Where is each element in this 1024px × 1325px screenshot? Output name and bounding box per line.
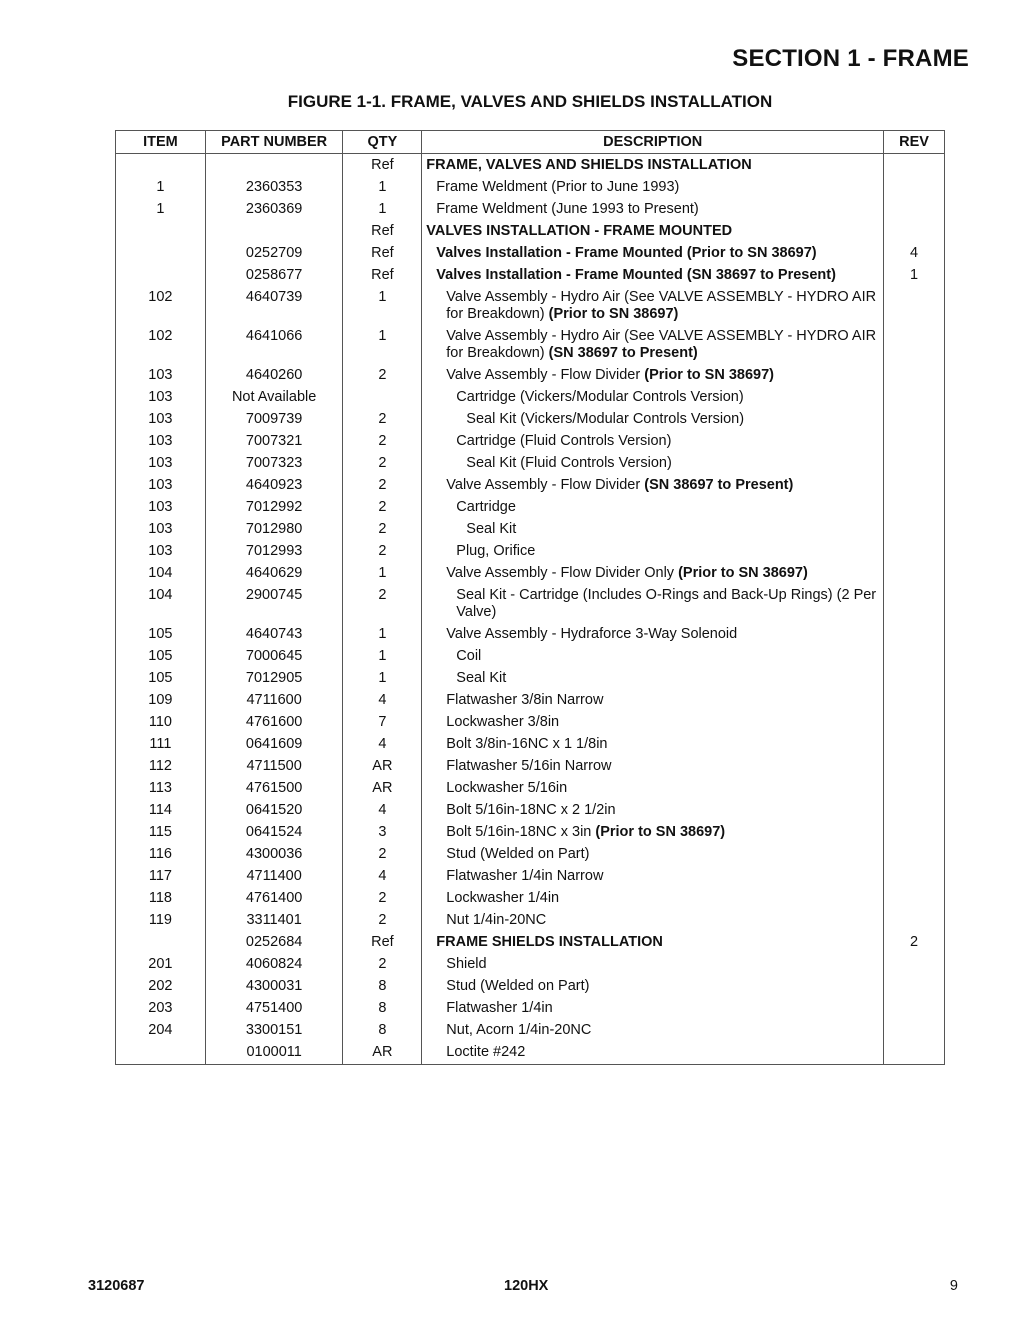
cell-description [422, 496, 884, 518]
cell-item: 110 [116, 711, 206, 733]
cell-item: 103 [116, 496, 206, 518]
cell-description [422, 733, 884, 755]
description-text: Flatwasher 1/4in [446, 999, 553, 1016]
section-title: SECTION 1 - FRAME [732, 45, 969, 72]
description-text: Nut 1/4in-20NC [446, 911, 547, 928]
table-row [116, 540, 945, 562]
description-serial-note: (Prior to SN 38697) [595, 823, 726, 840]
cell-description [422, 540, 884, 562]
cell-item: 115 [116, 821, 206, 843]
description-text: Valve Assembly - Flow Divider [446, 476, 641, 493]
cell-item: 114 [116, 799, 206, 821]
cell-item: 102 [116, 325, 206, 364]
cell-rev [884, 452, 945, 474]
table-row [116, 777, 945, 799]
cell-description [422, 997, 884, 1019]
cell-qty: Ref [343, 264, 422, 286]
cell-description [422, 667, 884, 689]
cell-item: 105 [116, 667, 206, 689]
description-text: Plug, Orifice [456, 542, 536, 559]
cell-item: 103 [116, 430, 206, 452]
table-row [116, 799, 945, 821]
table-row [116, 325, 945, 364]
table-row [116, 364, 945, 386]
cell-part-number: 2900745 [205, 584, 343, 623]
header-description: DESCRIPTION [422, 131, 884, 154]
cell-qty: 2 [343, 843, 422, 865]
cell-item: 203 [116, 997, 206, 1019]
cell-qty: 1 [343, 325, 422, 364]
cell-description [422, 799, 884, 821]
cell-qty: AR [343, 777, 422, 799]
description-text: Valves Installation - Frame Mounted (SN 38697 to Present) [436, 266, 836, 283]
cell-qty: 1 [343, 645, 422, 667]
cell-qty: 4 [343, 799, 422, 821]
cell-part-number: 0258677 [205, 264, 343, 286]
description-serial-note: (Prior to SN 38697) [678, 564, 808, 581]
cell-part-number: 2360369 [205, 198, 343, 220]
cell-description [422, 518, 884, 540]
cell-part-number: 4640739 [205, 286, 343, 325]
description-text: Seal Kit [466, 520, 517, 537]
cell-qty: 4 [343, 689, 422, 711]
cell-item: 105 [116, 623, 206, 645]
cell-rev [884, 953, 945, 975]
description-text: Loctite #242 [446, 1043, 526, 1060]
table-row [116, 843, 945, 865]
cell-part-number: 4711600 [205, 689, 343, 711]
cell-qty: 1 [343, 176, 422, 198]
description-text: Cartridge (Vickers/Modular Controls Version) [456, 388, 744, 405]
cell-qty: 8 [343, 997, 422, 1019]
cell-rev [884, 364, 945, 386]
cell-item [116, 1041, 206, 1065]
cell-part-number: 0252709 [205, 242, 343, 264]
cell-part-number: 4641066 [205, 325, 343, 364]
cell-description [422, 843, 884, 865]
cell-description [422, 154, 884, 176]
cell-qty: 2 [343, 887, 422, 909]
cell-item: 116 [116, 843, 206, 865]
cell-part-number: 4300031 [205, 975, 343, 997]
cell-description [422, 176, 884, 198]
description-text: Bolt 3/8in-16NC x 1 1/8in [446, 735, 608, 752]
description-text: FRAME SHIELDS INSTALLATION [436, 933, 663, 950]
table-row [116, 198, 945, 220]
cell-item: 103 [116, 386, 206, 408]
cell-description [422, 242, 884, 264]
table-row [116, 264, 945, 286]
cell-qty: 4 [343, 865, 422, 887]
cell-item: 103 [116, 364, 206, 386]
table-row [116, 909, 945, 931]
cell-part-number: 4761400 [205, 887, 343, 909]
cell-part-number: 4640260 [205, 364, 343, 386]
cell-qty: 2 [343, 452, 422, 474]
cell-rev [884, 799, 945, 821]
cell-part-number: 4751400 [205, 997, 343, 1019]
table-row [116, 286, 945, 325]
cell-part-number: 3311401 [205, 909, 343, 931]
cell-part-number: 4640743 [205, 623, 343, 645]
cell-rev [884, 667, 945, 689]
cell-item [116, 931, 206, 953]
cell-rev [884, 997, 945, 1019]
cell-item: 104 [116, 584, 206, 623]
cell-part-number: 7007321 [205, 430, 343, 452]
cell-part-number: 7000645 [205, 645, 343, 667]
cell-description [422, 931, 884, 953]
table-row [116, 584, 945, 623]
cell-item: 103 [116, 540, 206, 562]
cell-qty: Ref [343, 154, 422, 176]
table-row [116, 408, 945, 430]
cell-description [422, 953, 884, 975]
cell-qty: 3 [343, 821, 422, 843]
cell-rev [884, 909, 945, 931]
description-text: Cartridge [456, 498, 516, 515]
cell-item: 113 [116, 777, 206, 799]
cell-description [422, 887, 884, 909]
cell-item: 105 [116, 645, 206, 667]
table-row [116, 154, 945, 176]
cell-qty: 4 [343, 733, 422, 755]
table-row [116, 623, 945, 645]
cell-rev [884, 386, 945, 408]
cell-description [422, 430, 884, 452]
cell-part-number: 4640629 [205, 562, 343, 584]
cell-qty: 2 [343, 408, 422, 430]
table-row [116, 887, 945, 909]
table-row [116, 975, 945, 997]
table-row [116, 953, 945, 975]
cell-description [422, 821, 884, 843]
cell-part-number: 0100011 [205, 1041, 343, 1065]
cell-rev [884, 220, 945, 242]
cell-part-number: 4060824 [205, 953, 343, 975]
cell-description [422, 198, 884, 220]
footer-doc-number: 3120687 [88, 1278, 145, 1294]
cell-rev [884, 689, 945, 711]
description-text: Bolt 5/16in-18NC x 3in [446, 823, 592, 840]
cell-description [422, 975, 884, 997]
cell-rev [884, 777, 945, 799]
table-row [116, 386, 945, 408]
cell-rev [884, 325, 945, 364]
cell-qty: Ref [343, 242, 422, 264]
description-text: Stud (Welded on Part) [446, 845, 590, 862]
cell-qty: 7 [343, 711, 422, 733]
table-row [116, 1041, 945, 1065]
cell-item: 103 [116, 518, 206, 540]
cell-rev [884, 1041, 945, 1065]
cell-rev [884, 733, 945, 755]
cell-rev [884, 198, 945, 220]
cell-description [422, 623, 884, 645]
cell-description [422, 584, 884, 623]
cell-description [422, 755, 884, 777]
cell-item: 111 [116, 733, 206, 755]
cell-rev [884, 496, 945, 518]
description-text: Flatwasher 3/8in Narrow [446, 691, 604, 708]
cell-description [422, 364, 884, 386]
cell-part-number: 2360353 [205, 176, 343, 198]
cell-item: 201 [116, 953, 206, 975]
cell-item: 102 [116, 286, 206, 325]
cell-rev [884, 711, 945, 733]
cell-rev [884, 623, 945, 645]
cell-qty: 8 [343, 1019, 422, 1041]
cell-item [116, 242, 206, 264]
cell-item: 103 [116, 474, 206, 496]
cell-rev [884, 562, 945, 584]
cell-part-number: 7012905 [205, 667, 343, 689]
cell-rev [884, 1019, 945, 1041]
table-header [116, 131, 945, 154]
cell-description [422, 452, 884, 474]
cell-item: 1 [116, 198, 206, 220]
cell-part-number: 7012992 [205, 496, 343, 518]
description-text: Seal Kit [456, 669, 507, 686]
cell-qty: 1 [343, 198, 422, 220]
cell-part-number: 4761600 [205, 711, 343, 733]
cell-item: 1 [116, 176, 206, 198]
cell-description [422, 909, 884, 931]
cell-part-number: 7012993 [205, 540, 343, 562]
cell-part-number: 7007323 [205, 452, 343, 474]
cell-description [422, 562, 884, 584]
cell-qty: AR [343, 1041, 422, 1065]
table-row [116, 711, 945, 733]
table-row [116, 755, 945, 777]
cell-item: 112 [116, 755, 206, 777]
header-item: ITEM [116, 131, 206, 154]
cell-qty: Ref [343, 220, 422, 242]
cell-description [422, 386, 884, 408]
cell-rev: 4 [884, 242, 945, 264]
cell-item: 117 [116, 865, 206, 887]
table-row [116, 220, 945, 242]
table-row [116, 176, 945, 198]
footer-model: 120HX [504, 1278, 549, 1294]
description-serial-note: (Prior to SN 38697) [644, 366, 774, 383]
cell-part-number: 0252684 [205, 931, 343, 953]
cell-qty: 1 [343, 623, 422, 645]
cell-item [116, 264, 206, 286]
header-rev: REV [884, 131, 945, 154]
table-row [116, 821, 945, 843]
description-text: Flatwasher 1/4in Narrow [446, 867, 604, 884]
cell-item: 109 [116, 689, 206, 711]
cell-item: 118 [116, 887, 206, 909]
table-row [116, 518, 945, 540]
description-text: Frame Weldment (Prior to June 1993) [436, 178, 680, 195]
header-part-number: PART NUMBER [205, 131, 343, 154]
cell-rev [884, 645, 945, 667]
table-row [116, 997, 945, 1019]
cell-description [422, 264, 884, 286]
cell-rev [884, 843, 945, 865]
cell-rev [884, 755, 945, 777]
description-text: Seal Kit (Vickers/Modular Controls Version) [466, 410, 745, 427]
cell-part-number: 0641520 [205, 799, 343, 821]
cell-description [422, 777, 884, 799]
cell-rev [884, 821, 945, 843]
table-row [116, 430, 945, 452]
parts-table [115, 130, 945, 1065]
description-text: Bolt 5/16in-18NC x 2 1/2in [446, 801, 616, 818]
cell-part-number: 0641524 [205, 821, 343, 843]
description-text: Seal Kit (Fluid Controls Version) [466, 454, 672, 471]
cell-rev: 2 [884, 931, 945, 953]
cell-qty: 2 [343, 496, 422, 518]
cell-rev [884, 430, 945, 452]
cell-rev [884, 975, 945, 997]
description-text: FRAME, VALVES AND SHIELDS INSTALLATION [426, 157, 752, 173]
cell-qty [343, 386, 422, 408]
cell-description [422, 865, 884, 887]
description-text: VALVES INSTALLATION - FRAME MOUNTED [426, 222, 733, 239]
table-body [116, 154, 945, 1065]
table-row [116, 242, 945, 264]
cell-description [422, 474, 884, 496]
cell-qty: AR [343, 755, 422, 777]
cell-part-number: 0641609 [205, 733, 343, 755]
cell-rev: 1 [884, 264, 945, 286]
cell-rev [884, 286, 945, 325]
cell-qty: Ref [343, 931, 422, 953]
cell-part-number: 4711400 [205, 865, 343, 887]
cell-item: 204 [116, 1019, 206, 1041]
figure-title: FIGURE 1-1. FRAME, VALVES AND SHIELDS INSTALLATION [287, 92, 773, 111]
description-text: Valves Installation - Frame Mounted (Prior to SN 38697) [436, 244, 817, 261]
cell-rev [884, 474, 945, 496]
cell-part-number: 3300151 [205, 1019, 343, 1041]
cell-description [422, 325, 884, 364]
cell-qty: 1 [343, 667, 422, 689]
cell-part-number: 4761500 [205, 777, 343, 799]
cell-item: 119 [116, 909, 206, 931]
cell-item: 103 [116, 452, 206, 474]
cell-qty: 1 [343, 562, 422, 584]
cell-rev [884, 154, 945, 176]
description-text: Frame Weldment (June 1993 to Present) [436, 200, 699, 217]
table-row [116, 689, 945, 711]
cell-qty: 8 [343, 975, 422, 997]
table-row [116, 865, 945, 887]
cell-description [422, 1019, 884, 1041]
cell-qty: 2 [343, 540, 422, 562]
table-row [116, 496, 945, 518]
cell-rev [884, 408, 945, 430]
footer-page-number: 9 [949, 1278, 958, 1294]
cell-qty: 2 [343, 518, 422, 540]
cell-qty: 2 [343, 909, 422, 931]
cell-qty: 2 [343, 584, 422, 623]
description-text: Valve Assembly - Hydro Air (See VALVE ASSEMBLY - HYDRO AIR for Breakdown) [446, 327, 877, 361]
cell-rev [884, 518, 945, 540]
description-text: Lockwasher 3/8in [446, 713, 560, 730]
cell-rev [884, 176, 945, 198]
description-text: Valve Assembly - Hydro Air (See VALVE ASSEMBLY - HYDRO AIR for Breakdown) [446, 288, 877, 322]
table-row [116, 931, 945, 953]
description-serial-note: (SN 38697 to Present) [548, 344, 698, 361]
cell-description [422, 711, 884, 733]
cell-qty: 2 [343, 474, 422, 496]
cell-description [422, 689, 884, 711]
cell-description [422, 220, 884, 242]
cell-description [422, 645, 884, 667]
cell-qty: 2 [343, 953, 422, 975]
description-text: Valve Assembly - Flow Divider [446, 366, 641, 383]
description-text: Cartridge (Fluid Controls Version) [456, 432, 672, 449]
cell-description [422, 408, 884, 430]
description-text: Shield [446, 955, 487, 972]
cell-item: 202 [116, 975, 206, 997]
table-row [116, 733, 945, 755]
cell-part-number: 4300036 [205, 843, 343, 865]
cell-qty: 1 [343, 286, 422, 325]
description-serial-note: (Prior to SN 38697) [548, 305, 679, 322]
description-text: Valve Assembly - Flow Divider Only [446, 564, 675, 581]
description-text: Lockwasher 5/16in [446, 779, 568, 796]
table-row [116, 645, 945, 667]
description-text: Nut, Acorn 1/4in-20NC [446, 1021, 592, 1038]
cell-qty: 2 [343, 364, 422, 386]
cell-part-number [205, 220, 343, 242]
cell-description [422, 1041, 884, 1065]
description-text: Stud (Welded on Part) [446, 977, 590, 994]
description-text: Valve Assembly - Hydraforce 3-Way Solenoid [446, 625, 738, 642]
cell-rev [884, 865, 945, 887]
cell-part-number: 4640923 [205, 474, 343, 496]
description-serial-note: (SN 38697 to Present) [644, 476, 794, 493]
header-qty: QTY [343, 131, 422, 154]
cell-item [116, 220, 206, 242]
table-row [116, 474, 945, 496]
cell-rev [884, 887, 945, 909]
cell-part-number: 7012980 [205, 518, 343, 540]
table-row [116, 667, 945, 689]
cell-rev [884, 584, 945, 623]
description-text: Lockwasher 1/4in [446, 889, 560, 906]
cell-description [422, 286, 884, 325]
description-text: Coil [456, 647, 482, 664]
table-row [116, 452, 945, 474]
cell-qty: 2 [343, 430, 422, 452]
cell-part-number [205, 154, 343, 176]
table-row [116, 1019, 945, 1041]
description-text: Seal Kit - Cartridge (Includes O-Rings and Back-Up Rings) (2 Per Valve) [456, 586, 877, 620]
cell-part-number: 7009739 [205, 408, 343, 430]
cell-item: 103 [116, 408, 206, 430]
cell-item [116, 154, 206, 176]
cell-part-number: 4711500 [205, 755, 343, 777]
cell-part-number: Not Available [205, 386, 343, 408]
cell-item: 104 [116, 562, 206, 584]
table-row [116, 562, 945, 584]
cell-rev [884, 540, 945, 562]
description-text: Flatwasher 5/16in Narrow [446, 757, 612, 774]
